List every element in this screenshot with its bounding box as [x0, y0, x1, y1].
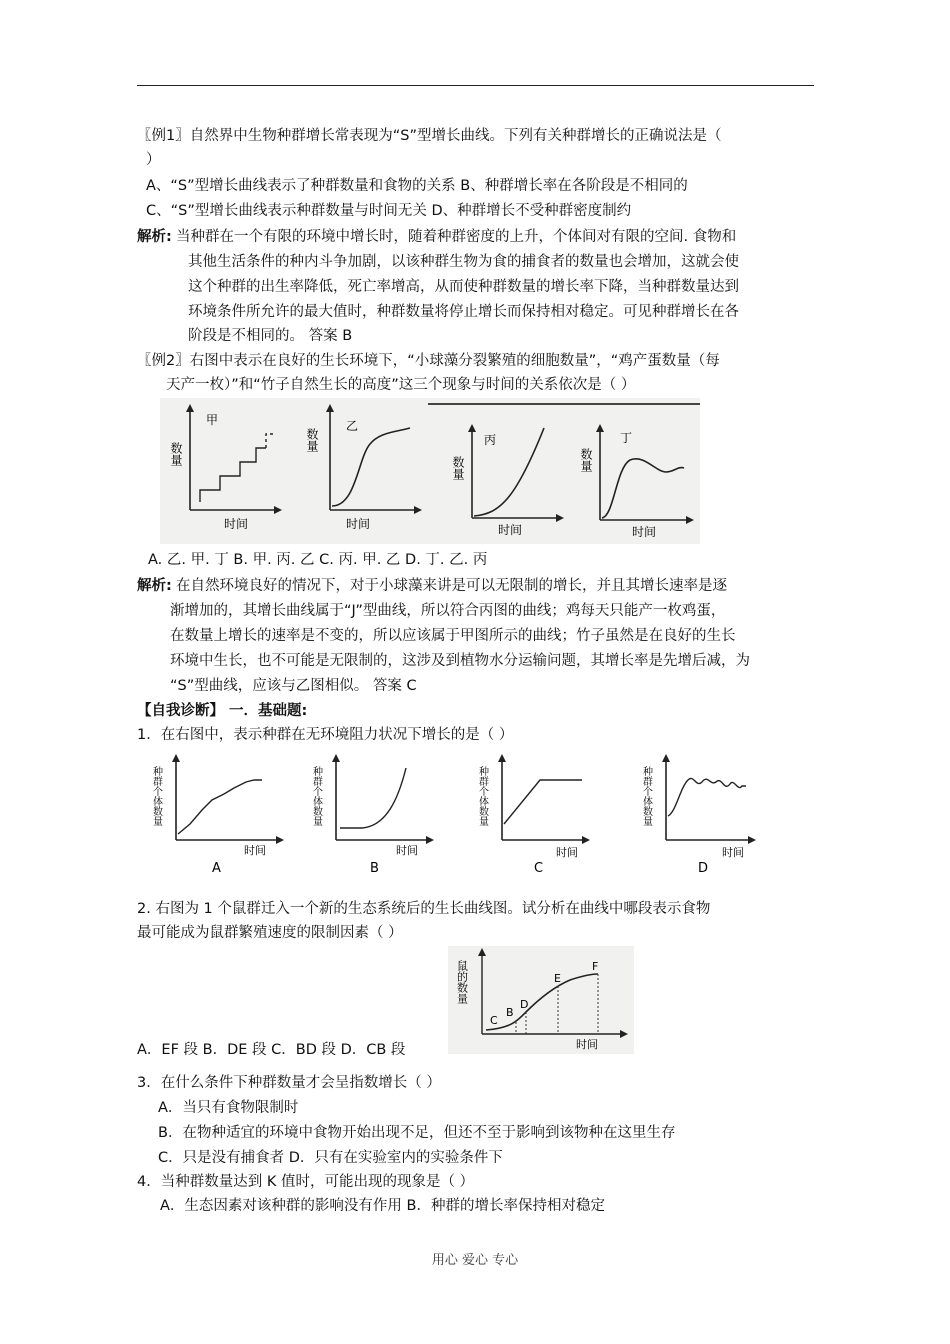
q1-graph-a — [151, 754, 285, 876]
q1-graph-c — [477, 754, 591, 876]
ex1-analysis-label: 解析: — [137, 229, 172, 245]
graph-yi-xlabel: 时间 — [346, 517, 371, 531]
diagnosis-heading: 【自我诊断】 一．基础题: — [137, 703, 308, 719]
graph-bing-xlabel: 时间 — [498, 523, 523, 537]
graph-jia-ylabel: 数量 — [169, 442, 183, 466]
graph-ding — [579, 424, 694, 539]
q1-graph-d-ylabel: 种群个体数量 — [640, 766, 652, 826]
q1-graph-a-label: A — [212, 861, 221, 876]
ex2-analysis-line-3: 在数量上增长的速率是不变的，所以应该属于甲图所示的曲线；竹子虽然是在良好的生长 — [170, 628, 736, 644]
ex1-analysis-line-5: 阶段是不相同的。 答案 B — [188, 328, 353, 344]
q1-graph-a-ylabel: 种群个体数量 — [150, 766, 162, 826]
header-rule — [137, 85, 814, 86]
ex1-analysis-line-3: 这个种群的出生率降低，死亡率增高，从而使种群数量的增长率下降，当种群数量达到 — [188, 279, 739, 295]
ex2-analysis-line-5: “S”型曲线，应该与乙图相似。 答案 C — [170, 678, 417, 694]
question-2-options: A．EF 段 B．DE 段 C．BD 段 D．CB 段 — [137, 1042, 406, 1058]
q1-graph-c-label: C — [534, 861, 544, 876]
ex2-stem-line-1: 〖例2〗右图中表示在良好的生长环境下，“小球藻分裂繁殖的细胞数量”，“鸡产蛋数量（每 — [137, 353, 720, 369]
page-footer: 用心 爱心 专心 — [431, 1253, 519, 1268]
question-3-options-cd: C．只是没有捕食者 D．只有在实验室内的实验条件下 — [158, 1150, 503, 1166]
graph-bing-ylabel: 数量 — [451, 456, 465, 480]
ex2-analysis-line-1: 在自然环境良好的情况下，对于小球藻来讲是可以无限制的增长，并且其增长速率是逐 — [176, 578, 727, 594]
ex2-analysis-line-4: 环境中生长，也不可能是无限制的，这涉及到植物水分运输问题，其增长率是先增后减，为 — [170, 653, 750, 669]
graph-ding-title: 丁 — [620, 431, 633, 445]
graph-jia-xlabel: 时间 — [224, 517, 249, 531]
graph-yi-ylabel: 数量 — [305, 428, 319, 452]
question-3-option-a: A．当只有食物限制时 — [158, 1100, 299, 1116]
ex1-options-cd: C、“S”型增长曲线表示种群数量与时间无关 D、种群增长不受种群密度制约 — [146, 203, 632, 219]
q1-graph-c-ylabel: 种群个体数量 — [476, 766, 488, 826]
q1-graph-b-ylabel: 种群个体数量 — [310, 766, 322, 826]
q1-graph-b — [311, 754, 435, 876]
q1-graph-b-xlabel: 时间 — [396, 844, 418, 857]
q2-point-b: B — [506, 1006, 514, 1019]
question-3: 3．在什么条件下种群数量才会呈指数增长（ ） — [137, 1075, 441, 1091]
ex2-figure — [160, 398, 700, 544]
q1-graph-b-label: B — [370, 861, 379, 876]
ex2-analysis-label: 解析: — [137, 578, 172, 594]
graph-ding-ylabel: 数量 — [579, 448, 593, 472]
q1-graph-a-xlabel: 时间 — [244, 844, 266, 857]
q2-point-f: F — [592, 960, 599, 973]
graph-ding-xlabel: 时间 — [632, 525, 657, 539]
ex2-options: A. 乙. 甲. 丁 B. 甲. 丙. 乙 C. 丙. 甲. 乙 D. 丁. 乙. 丙 — [148, 552, 488, 568]
graph-bing-title: 丙 — [484, 433, 497, 447]
question-4: 4．当种群数量达到 K 值时，可能出现的现象是（ ） — [137, 1174, 475, 1190]
q2-point-c: C — [490, 1014, 498, 1027]
graph-jia — [169, 404, 282, 531]
question-2-line-1: 2. 右图为 1 个鼠群迁入一个新的生态系统后的生长曲线图。试分析在曲线中哪段表示食物 — [137, 901, 711, 917]
ex1-analysis-line-1: 当种群在一个有限的环境中增长时，随着种群密度的上升，个体间对有限的空间. 食物和 — [176, 229, 737, 245]
q1-graph-d — [641, 754, 757, 876]
question-4-options-ab: A．生态因素对该种群的影响没有作用 B．种群的增长率保持相对稳定 — [160, 1198, 605, 1214]
ex1-stem-line-2: ） — [146, 152, 161, 168]
q1-graph-d-xlabel: 时间 — [722, 846, 744, 859]
graph-bing — [451, 424, 564, 537]
q1-figure — [150, 752, 790, 878]
question-3-option-b: B．在物种适宜的环境中食物开始出现不足，但还不至于影响到该物种在这里生存 — [158, 1125, 676, 1141]
q1-graph-d-label: D — [698, 861, 709, 876]
ex1-analysis-line-2: 其他生活条件的种内斗争加剧，以该种群生物为食的捕食者的数量也会增加，这就会使 — [188, 254, 739, 270]
ex1-analysis-line-4: 环境条件所允许的最大值时，种群数量将停止增长而保持相对稳定。可见种群增长在各 — [188, 304, 739, 320]
question-2-line-2: 最可能成为鼠群繁殖速度的限制因素（ ） — [137, 925, 403, 941]
question-1: 1．在右图中，表示种群在无环境阻力状况下增长的是（ ） — [137, 727, 514, 743]
ex1-stem-line-1: 〖例1〗自然界中生物种群增长常表现为“S”型增长曲线。下列有关种群增长的正确说法是（ — [137, 128, 722, 144]
q2-point-e: E — [554, 972, 561, 985]
graph-yi-title: 乙 — [346, 419, 359, 433]
graph-jia-title: 甲 — [206, 413, 219, 427]
q2-xlabel: 时间 — [576, 1038, 598, 1051]
q2-figure — [448, 946, 634, 1054]
q2-point-d: D — [520, 998, 529, 1011]
q1-graph-c-xlabel: 时间 — [556, 846, 578, 859]
ex2-analysis-line-2: 渐增加的，其增长曲线属于“J”型曲线，所以符合丙图的曲线；鸡每天只能产一枚鸡蛋， — [170, 603, 726, 619]
graph-yi — [305, 404, 422, 531]
ex1-options-ab: A、“S”型增长曲线表示了种群数量和食物的关系 B、种群增长率在各阶段是不相同的 — [146, 178, 688, 194]
ex2-stem-line-2: 天产一枚）”和“竹子自然生长的高度”这三个现象与时间的关系依次是（ ） — [166, 377, 636, 393]
q2-ylabel: 鼠的数量 — [455, 960, 469, 1004]
